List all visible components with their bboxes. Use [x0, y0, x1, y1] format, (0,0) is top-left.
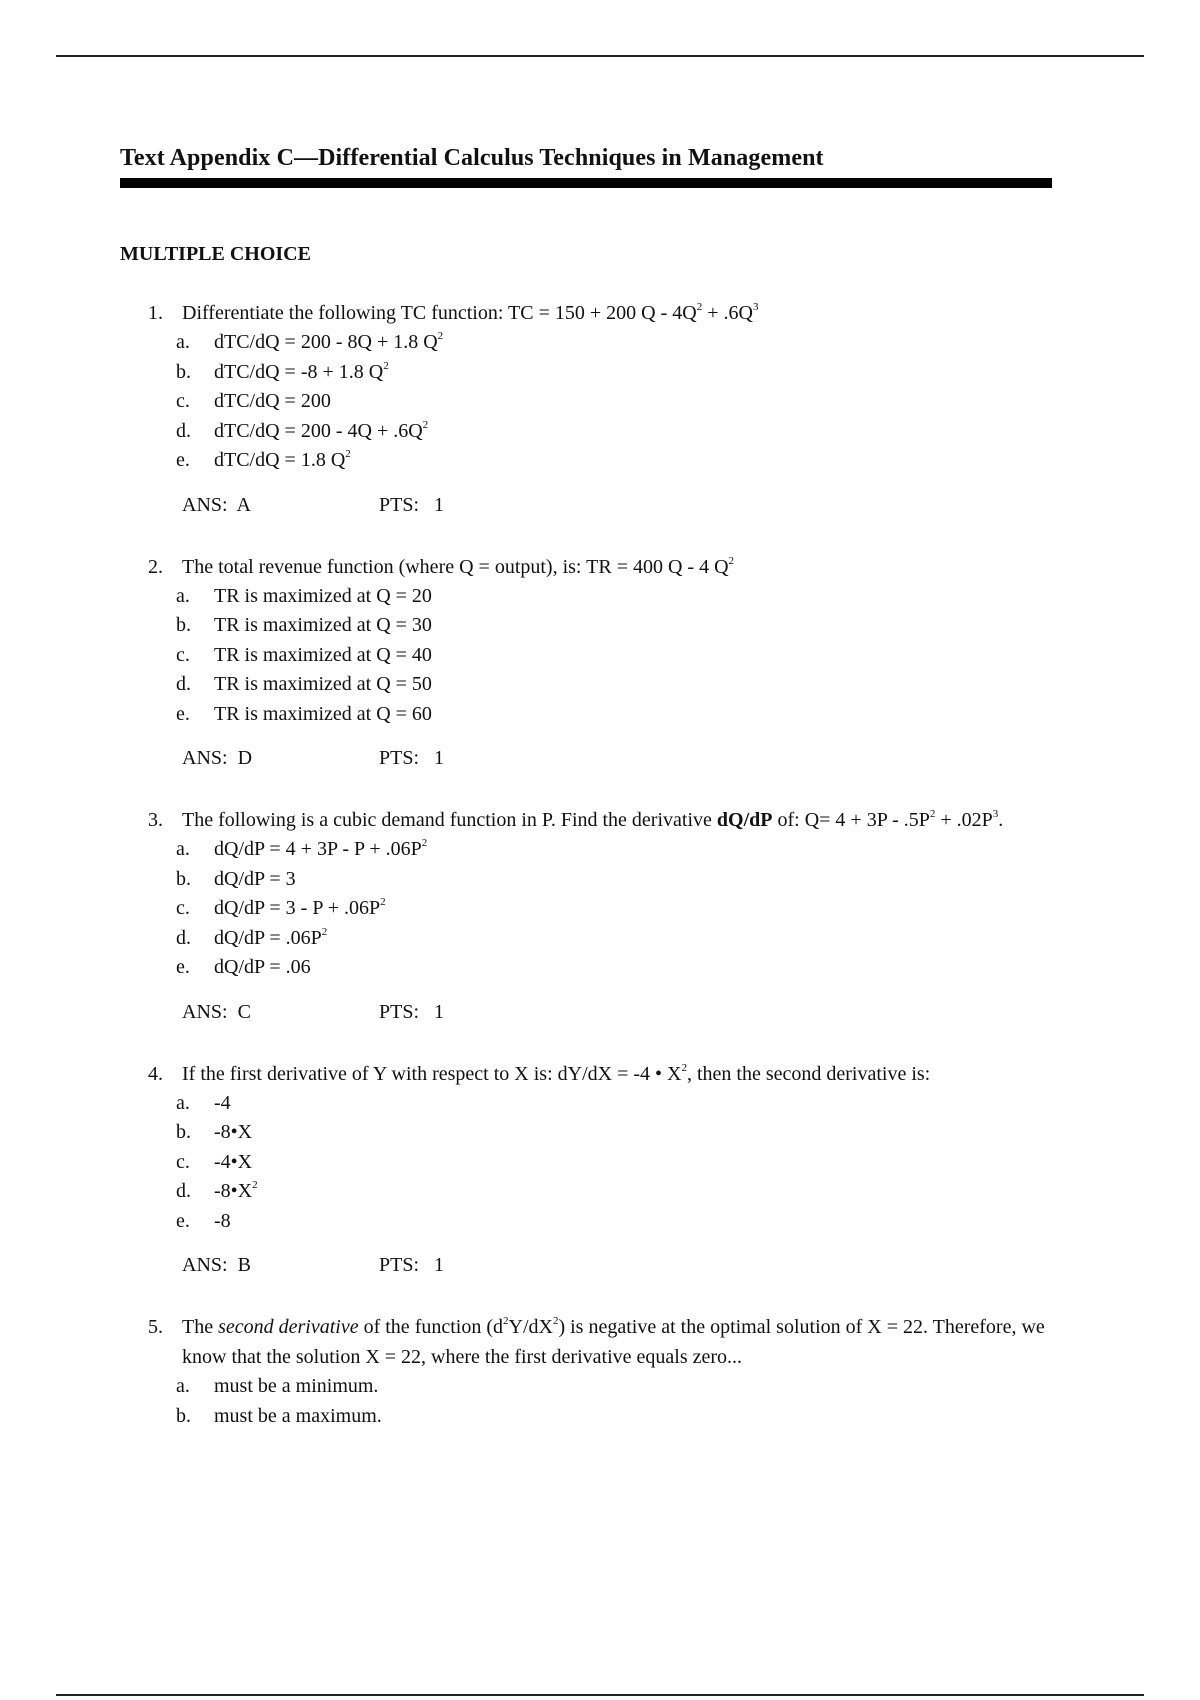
answer-key [182, 490, 251, 520]
points-label: PTS: [379, 1254, 420, 1276]
option-text: $dQ/dP = 4 + 3P - P + .06P^2$ [214, 837, 428, 860]
option-text: -8 [214, 1209, 231, 1232]
points [379, 1250, 444, 1280]
question-text: The following is a cubic demand function in P. Find the derivative dQ/dP of: $Q= 4 + 3P - .5P^2 + .02P^3$. [182, 808, 1004, 831]
question-3 [120, 805, 1060, 1027]
option-text: $-8•X^2$ [214, 1179, 258, 1202]
question-stem [120, 552, 1080, 582]
answer-label: ANS: [182, 747, 228, 769]
question-1 [120, 298, 1060, 520]
question-number: 4. [148, 1062, 163, 1085]
question-stem [120, 1059, 1080, 1089]
option-b [120, 1118, 1060, 1148]
option-letter: b. [176, 360, 191, 383]
points [379, 490, 444, 520]
option-text: TR is maximized at Q = 50 [214, 673, 432, 695]
option-a [120, 328, 1060, 358]
option-d [120, 924, 1060, 954]
option-a [120, 1089, 1060, 1119]
option-list [120, 835, 1060, 983]
option-letter: d. [176, 419, 191, 442]
option-text: dTC/dQ = 200 - 8Q + 1.8 $Q^2$ [214, 330, 444, 353]
option-letter: b. [176, 614, 191, 636]
answer-row [120, 743, 1060, 773]
option-text: must be a minimum. [214, 1375, 379, 1397]
question-stem [120, 1312, 1080, 1372]
option-letter: d. [176, 673, 191, 695]
option-d [120, 670, 1060, 700]
option-letter: a. [176, 838, 190, 860]
title-underline-bar [120, 178, 1052, 188]
question-number: 1. [148, 302, 163, 324]
answer-label: ANS: [182, 1000, 228, 1023]
page-bottom-rule [56, 1694, 1144, 1696]
option-text: dTC/dQ = 1.8 $Q^2$ [214, 448, 351, 471]
question-stem [120, 805, 1080, 835]
option-text: $dQ/dP = .06P^2$ [214, 925, 328, 949]
option-text: dTC/dQ = -8 + 1.8 $Q^2$ [214, 359, 389, 383]
option-d [120, 417, 1060, 447]
points-value: 1 [434, 1000, 445, 1023]
answer-key [182, 1250, 251, 1280]
option-text: dQ/dP = .06 [214, 956, 311, 978]
option-letter: a. [176, 1375, 190, 1397]
answer-value: A [236, 493, 251, 516]
answer-value: D [237, 747, 253, 769]
points-label: PTS: [379, 1000, 420, 1023]
option-list [120, 1089, 1060, 1237]
section-heading: MULTIPLE CHOICE [120, 243, 311, 265]
option-b [120, 865, 1060, 895]
question-number: 2. [148, 555, 163, 578]
points [379, 743, 444, 773]
question-number: 3. [148, 809, 163, 831]
points-value: 1 [434, 1254, 445, 1276]
option-b [120, 611, 1060, 641]
answer-value: B [237, 1254, 251, 1276]
option-text: $dTC/dQ = 200 - 4Q + .6Q^2$ [214, 418, 429, 442]
answer-key [182, 743, 252, 773]
question-4 [120, 1059, 1060, 1281]
option-letter: d. [176, 1180, 191, 1202]
question-list [120, 298, 1060, 1431]
option-letter: a. [176, 1091, 190, 1114]
question-5 [120, 1312, 1060, 1431]
option-letter: e. [176, 449, 190, 471]
option-text: TR is maximized at Q = 30 [214, 614, 432, 636]
option-text: -4•X [214, 1150, 253, 1173]
option-text: TR is maximized at Q = 60 [214, 702, 432, 725]
option-a [120, 835, 1060, 865]
option-letter: b. [176, 1404, 191, 1427]
answer-label: ANS: [182, 493, 228, 516]
option-text: TR is maximized at Q = 40 [214, 643, 432, 666]
question-text: If the first derivative of Y with respect to X is: dY/dX = -4 • $X^2$, then the second derivative is: [182, 1061, 931, 1085]
answer-key [182, 997, 251, 1027]
option-c [120, 1148, 1060, 1178]
option-list [120, 1372, 1060, 1431]
option-b [120, 358, 1060, 388]
option-letter: c. [176, 1150, 190, 1173]
option-letter: e. [176, 1209, 190, 1232]
question-text: Differentiate the following TC function: TC = 150 + 200 $Q - 4Q^2 + .6Q^3$ [182, 301, 759, 324]
points-label: PTS: [379, 747, 420, 769]
answer-value: C [237, 1000, 251, 1023]
option-text: -4 [214, 1091, 231, 1114]
option-text: must be a maximum. [214, 1404, 382, 1427]
option-b [120, 1402, 1060, 1432]
option-c [120, 894, 1060, 924]
option-list [120, 582, 1060, 730]
option-text: TR is maximized at Q = 20 [214, 584, 432, 607]
option-letter: e. [176, 702, 190, 725]
option-a [120, 1372, 1060, 1402]
option-d [120, 1177, 1060, 1207]
option-c [120, 641, 1060, 671]
page-top-rule [56, 55, 1144, 57]
option-c [120, 387, 1060, 417]
option-letter: c. [176, 643, 190, 666]
question-text: The second derivative of the function $(d^2Y/dX^2)$ is negative at the optimal solution of X = 22. Therefore, we know that the solution X = 22, where the first derivative equals zero... [182, 1315, 1045, 1368]
option-letter: a. [176, 584, 190, 607]
option-e [120, 953, 1060, 983]
option-letter: b. [176, 1121, 191, 1143]
points-value: 1 [434, 493, 445, 516]
document-title: Text Appendix C—Differential Calculus Techniques in Management [120, 145, 824, 171]
option-e [120, 1207, 1060, 1237]
answer-label: ANS: [182, 1254, 228, 1276]
option-letter: a. [176, 331, 190, 353]
answer-row [120, 997, 1060, 1027]
option-text: $dQ/dP = 3 - P + .06P^2$ [214, 896, 386, 919]
option-e [120, 700, 1060, 730]
option-text: dTC/dQ = 200 [214, 390, 331, 412]
points-value: 1 [434, 747, 445, 769]
option-letter: c. [176, 897, 190, 919]
option-a [120, 582, 1060, 612]
points-label: PTS: [379, 493, 420, 516]
option-e [120, 446, 1060, 476]
question-2 [120, 552, 1060, 774]
option-letter: e. [176, 956, 190, 978]
question-text: The total revenue function (where Q = output), is: TR = 400 Q - 4 $Q^2$ [182, 554, 735, 578]
question-stem [120, 298, 1080, 328]
answer-row [120, 490, 1060, 520]
option-letter: b. [176, 867, 191, 890]
option-text: -8•X [214, 1121, 253, 1143]
option-list [120, 328, 1060, 476]
answer-row [120, 1250, 1060, 1280]
option-letter: c. [176, 390, 190, 412]
points [379, 997, 444, 1027]
option-text: dQ/dP = 3 [214, 867, 296, 890]
question-number: 5. [148, 1316, 163, 1338]
option-letter: d. [176, 926, 191, 949]
